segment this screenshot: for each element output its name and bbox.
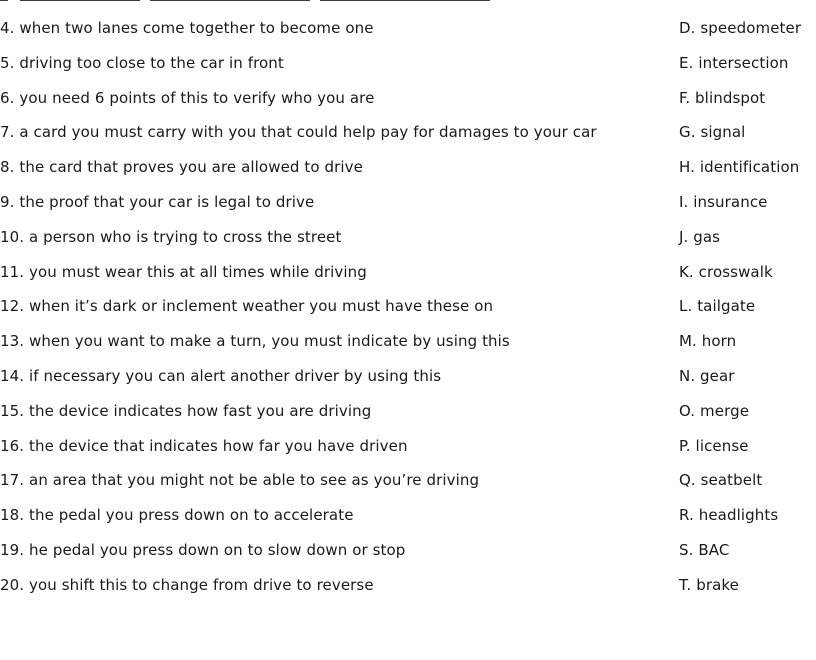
question-text: 19. he pedal you press down on to slow down or stop xyxy=(0,540,406,559)
cut-off-text-fragment xyxy=(150,0,310,1)
question-text: 14. if necessary you can alert another driver by using this xyxy=(0,366,442,385)
question-text: 9. the proof that your car is legal to drive xyxy=(0,192,315,211)
question-text: 18. the pedal you press down on to accelerate xyxy=(0,506,354,525)
answer-option: R. headlights xyxy=(679,506,779,525)
question-text: 20. you shift this to change from drive to reverse xyxy=(0,575,374,594)
answer-option: F. blindspot xyxy=(679,88,766,107)
question-text: 15. the device indicates how fast you are driving xyxy=(0,401,372,420)
answer-option: N. gear xyxy=(679,366,735,385)
question-text: 16. the device that indicates how far you have driven xyxy=(0,436,408,455)
answer-option: T. brake xyxy=(679,575,739,594)
question-text: 11. you must wear this at all times while driving xyxy=(0,262,367,281)
answer-option: K. crosswalk xyxy=(679,262,773,281)
answer-option: M. horn xyxy=(679,332,737,351)
answer-option: E. intersection xyxy=(679,53,789,72)
question-text: 10. a person who is trying to cross the street xyxy=(0,227,342,246)
question-text: 6. you need 6 points of this to verify who you are xyxy=(0,88,375,107)
answer-option: Q. seatbelt xyxy=(679,471,763,490)
answer-option: P. license xyxy=(679,436,749,455)
question-text: 17. an area that you might not be able to see as you’re driving xyxy=(0,471,480,490)
question-text: 8. the card that proves you are allowed to drive xyxy=(0,158,363,177)
answer-option: L. tailgate xyxy=(679,297,756,316)
cut-off-text-fragment xyxy=(320,0,490,1)
answer-option: I. insurance xyxy=(679,192,768,211)
answer-option: G. signal xyxy=(679,123,746,142)
matching-row xyxy=(0,575,816,620)
matching-list xyxy=(0,19,816,620)
answer-option: O. merge xyxy=(679,401,750,420)
cut-off-previous-line xyxy=(0,0,816,2)
question-text: 13. when you want to make a turn, you must indicate by using this xyxy=(0,332,510,351)
answer-option: D. speedometer xyxy=(679,19,802,37)
answer-option: J. gas xyxy=(679,227,721,246)
question-text: 5. driving too close to the car in front xyxy=(0,53,284,72)
cut-off-text-fragment xyxy=(20,0,140,1)
answer-option: S. BAC xyxy=(679,540,730,559)
answer-option: H. identification xyxy=(679,158,800,177)
question-text: 7. a card you must carry with you that could help pay for damages to your car xyxy=(0,123,597,142)
question-text: 4. when two lanes come together to become one xyxy=(0,19,374,37)
cut-off-text-fragment xyxy=(0,0,8,1)
question-text: 12. when it’s dark or inclement weather you must have these on xyxy=(0,297,494,316)
